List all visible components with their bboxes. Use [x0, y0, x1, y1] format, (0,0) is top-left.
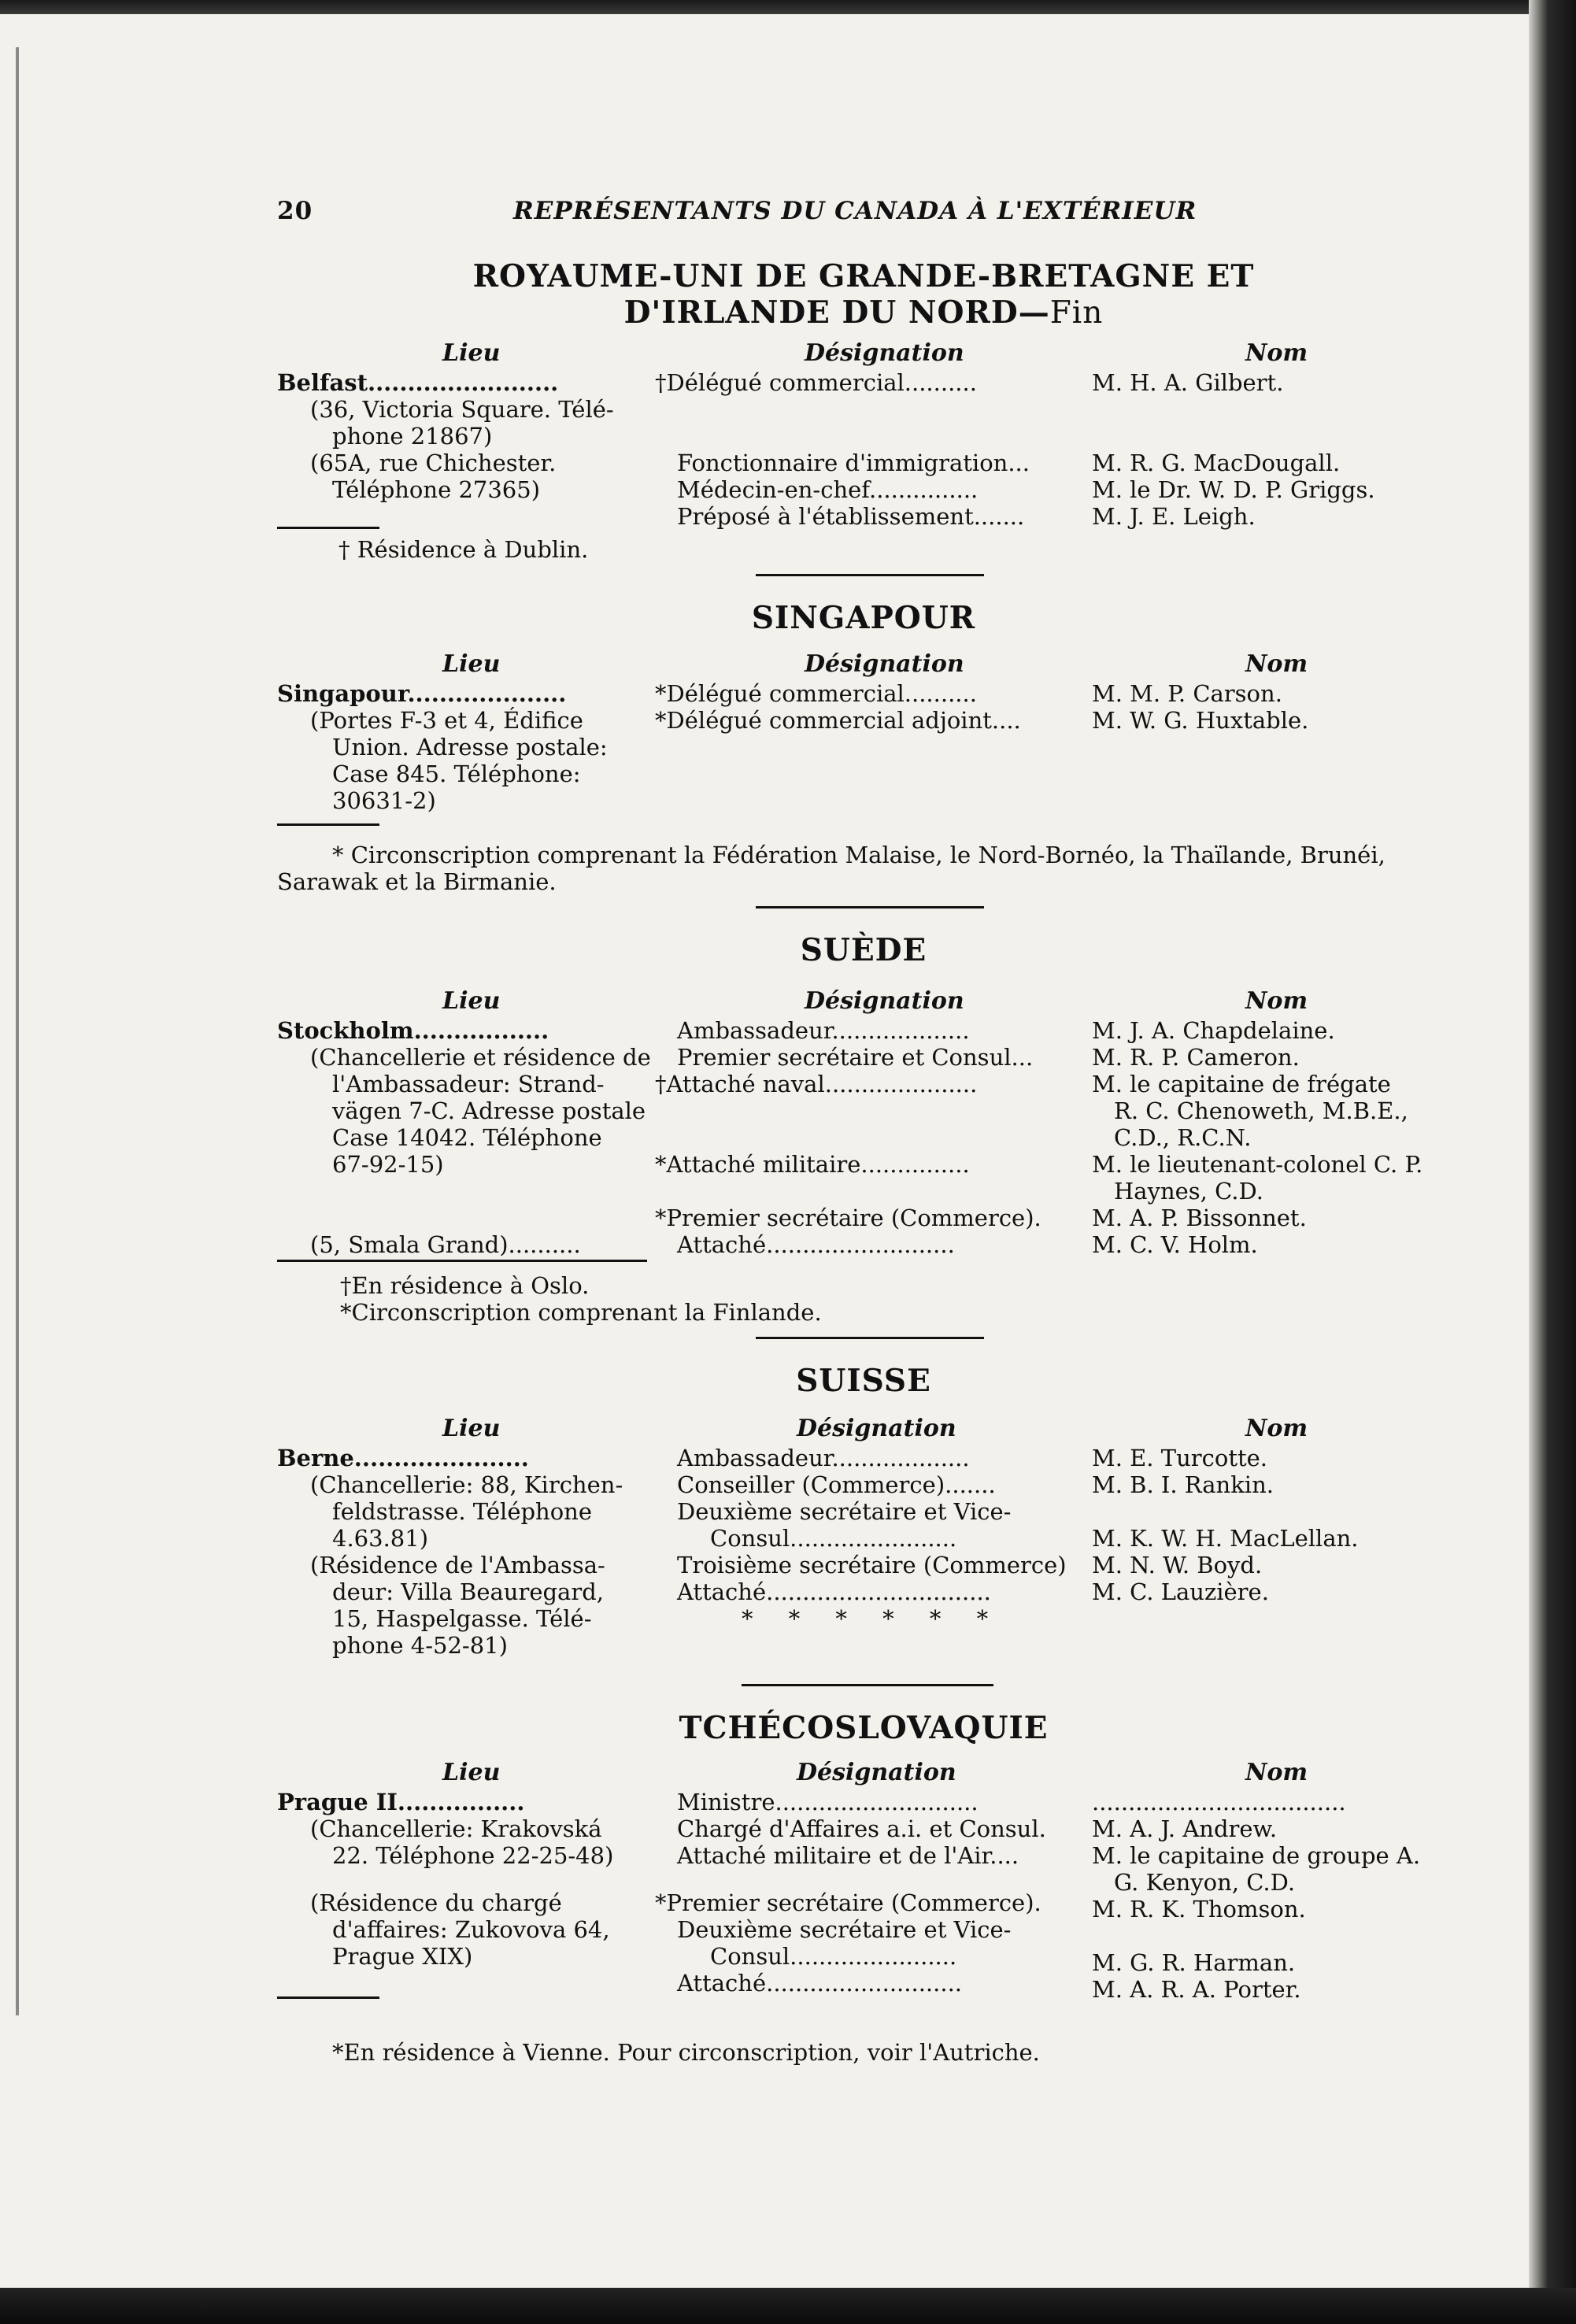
- address-line: deur: Villa Beauregard,: [332, 1578, 604, 1605]
- nom-column: [1092, 369, 1501, 530]
- nom-entry: M. N. W. Boyd.: [1092, 1552, 1263, 1578]
- footnote-line: Sarawak et la Birmanie.: [277, 868, 557, 895]
- address-line: phone 4-52-81): [332, 1632, 508, 1659]
- designation-entry: Attaché..........................: [677, 1231, 955, 1258]
- running-title: REPRÉSENTANTS DU CANADA À L'EXTÉRIEUR: [513, 197, 1197, 225]
- designation-entry: Deuxième secrétaire et Vice-: [677, 1498, 1012, 1525]
- header-lieu: Lieu: [442, 1415, 501, 1442]
- scan-border-right: [1529, 0, 1576, 2324]
- nom-entry: M. le capitaine de frégate: [1092, 1071, 1391, 1097]
- designation-entry: Conseiller (Commerce).......: [677, 1471, 996, 1498]
- nom-entry: M. A. P. Bissonnet.: [1092, 1205, 1307, 1231]
- nom-column: [1092, 680, 1501, 734]
- address-line: 67-92-15): [332, 1151, 444, 1178]
- running-head: [277, 189, 1450, 236]
- nom-entry: M. J. E. Leigh.: [1092, 503, 1256, 530]
- nom-entry: Haynes, C.D.: [1114, 1178, 1263, 1205]
- section-title: SUISSE: [796, 1363, 931, 1399]
- designation-entry: Médecin-en-chef...............: [677, 476, 979, 503]
- designation-entry: Préposé à l'établissement.......: [677, 503, 1025, 530]
- address-line: Union. Adresse postale:: [332, 734, 608, 760]
- address-line: 15, Haspelgasse. Télé-: [332, 1605, 592, 1632]
- address-line: (36, Victoria Square. Télé-: [310, 396, 614, 423]
- footnote-rule: [277, 527, 379, 529]
- header-designation: Désignation: [805, 339, 964, 367]
- place-name: Berne......................: [277, 1445, 529, 1471]
- separator-stars: * * * * * *: [742, 1605, 1003, 1632]
- header-nom: Nom: [1245, 650, 1308, 678]
- scan-border-top: [0, 0, 1576, 14]
- header-lieu: Lieu: [442, 987, 501, 1015]
- place-name: Prague II................: [277, 1789, 525, 1815]
- entries-grid: [277, 680, 1450, 842]
- designation-entry: Ambassadeur...................: [677, 1017, 970, 1044]
- address-line: feldstrasse. Téléphone: [332, 1498, 593, 1525]
- nom-entry: M. W. G. Huxtable.: [1092, 707, 1309, 734]
- lieu-column: [277, 369, 647, 535]
- footnote: † Résidence à Dublin.: [339, 536, 589, 563]
- designation-entry: Consul.......................: [710, 1525, 957, 1552]
- header-lieu: Lieu: [442, 1759, 501, 1786]
- nom-entry: M. E. Turcotte.: [1092, 1445, 1268, 1471]
- title-line-1: ROYAUME-UNI DE GRANDE-BRETAGNE ET: [472, 258, 1255, 294]
- entries-grid: [277, 369, 1450, 530]
- nom-column: [1092, 1445, 1501, 1605]
- designation-entry: Attaché...............................: [677, 1578, 991, 1605]
- scan-border-bottom: [0, 2288, 1576, 2324]
- nom-entry: R. C. Chenoweth, M.B.E.,: [1114, 1097, 1408, 1124]
- place-name: Singapour....................: [277, 680, 567, 707]
- address-line: phone 21867): [332, 423, 493, 450]
- place-name: Belfast........................: [277, 369, 559, 396]
- column-headers: [277, 650, 1450, 680]
- page-number: 20: [277, 197, 313, 225]
- section-singapour: [277, 600, 1450, 909]
- footnote-line: * Circonscription comprenant la Fédération Malaise, le Nord-Bornéo, la Thaïlande, Brunéi,: [332, 842, 1385, 868]
- header-lieu: Lieu: [442, 650, 501, 678]
- nom-entry: M. C. Lauzière.: [1092, 1578, 1269, 1605]
- section-title: TCHÉCOSLOVAQUIE: [679, 1710, 1049, 1746]
- section-divider: [756, 906, 984, 909]
- entries-grid: [277, 1445, 1450, 1673]
- footnote: *Circonscription comprenant la Finlande.: [340, 1299, 822, 1326]
- header-nom: Nom: [1245, 339, 1308, 367]
- designation-entry: Fonctionnaire d'immigration...: [677, 450, 1030, 476]
- designation-entry: †Attaché naval.....................: [655, 1071, 978, 1097]
- address-line: Prague XIX): [332, 1943, 473, 1970]
- nom-entry: M. C. V. Holm.: [1092, 1231, 1258, 1258]
- address-line: d'affaires: Zukovova 64,: [332, 1916, 610, 1943]
- lieu-column: [277, 1789, 647, 2005]
- entries-grid: [277, 1017, 1450, 1261]
- designation-entry: Troisième secrétaire (Commerce): [677, 1552, 1067, 1578]
- section-title: SUÈDE: [800, 932, 927, 968]
- nom-entry: ...................................: [1092, 1789, 1346, 1815]
- scan-mark-left: [16, 47, 19, 2015]
- document-page: [277, 189, 1450, 2066]
- designation-entry: *Délégué commercial adjoint....: [655, 707, 1021, 734]
- title-line-2: D'IRLANDE DU NORD—: [623, 294, 1050, 331]
- header-designation: Désignation: [805, 987, 964, 1015]
- address-line: (Portes F-3 et 4, Édifice: [310, 707, 583, 734]
- address-line: Téléphone 27365): [332, 476, 541, 503]
- section-divider: [742, 1684, 993, 1686]
- section-royaume-uni: [277, 258, 1450, 576]
- section-divider: [756, 1337, 984, 1339]
- column-headers: [277, 1415, 1450, 1445]
- designation-entry: Consul.......................: [710, 1943, 957, 1970]
- footnote-rule: [277, 823, 379, 826]
- nom-entry: M. R. K. Thomson.: [1092, 1896, 1306, 1922]
- address-line: (Chancellerie: 88, Kirchen-: [310, 1471, 623, 1498]
- section-title: [277, 258, 1450, 331]
- address-line: (5, Smala Grand)..........: [310, 1231, 581, 1258]
- designation-entry: *Attaché militaire...............: [655, 1151, 970, 1178]
- designation-entry: Ambassadeur...................: [677, 1445, 970, 1471]
- address-line: (Résidence de l'Ambassa-: [310, 1552, 605, 1578]
- nom-entry: M. J. A. Chapdelaine.: [1092, 1017, 1335, 1044]
- address-line: 4.63.81): [332, 1525, 429, 1552]
- section-suede: [277, 932, 1450, 1339]
- address-line: (Chancellerie: Krakovská: [310, 1815, 602, 1842]
- nom-entry: M. le capitaine de groupe A.: [1092, 1842, 1421, 1869]
- nom-entry: M. H. A. Gilbert.: [1092, 369, 1284, 396]
- header-nom: Nom: [1245, 1415, 1308, 1442]
- nom-entry: M. R. G. MacDougall.: [1092, 450, 1341, 476]
- address-line: 22. Téléphone 22-25-48): [332, 1842, 614, 1869]
- designation-entry: Deuxième secrétaire et Vice-: [677, 1916, 1012, 1943]
- place-name: Stockholm.................: [277, 1017, 549, 1044]
- section-title: SINGAPOUR: [751, 600, 976, 636]
- entries-grid: [277, 1789, 1450, 2025]
- header-designation: Désignation: [805, 650, 964, 678]
- designation-entry: *Délégué commercial..........: [655, 680, 977, 707]
- address-line: l'Ambassadeur: Strand-: [332, 1071, 605, 1097]
- lieu-column: [277, 680, 647, 832]
- address-line: 30631-2): [332, 787, 436, 814]
- nom-entry: M. A. R. A. Porter.: [1092, 1976, 1301, 2003]
- header-lieu: Lieu: [442, 339, 501, 367]
- nom-entry: M. K. W. H. MacLellan.: [1092, 1525, 1359, 1552]
- designation-entry: *Premier secrétaire (Commerce).: [655, 1889, 1041, 1916]
- nom-entry: G. Kenyon, C.D.: [1114, 1869, 1296, 1896]
- header-nom: Nom: [1245, 1759, 1308, 1786]
- address-line: (Résidence du chargé: [310, 1889, 562, 1916]
- header-designation: Désignation: [797, 1415, 956, 1442]
- address-line: (Chancellerie et résidence de: [310, 1044, 651, 1071]
- lieu-column: [277, 1017, 651, 1262]
- designation-entry: Attaché militaire et de l'Air....: [677, 1842, 1019, 1869]
- footnote-rule: [277, 1260, 647, 1262]
- footnote: [277, 842, 1450, 895]
- address-line: vägen 7-C. Adresse postale: [332, 1097, 646, 1124]
- address-line: Case 14042. Téléphone: [332, 1124, 602, 1151]
- footnote: *En résidence à Vienne. Pour circonscription, voir l'Autriche.: [332, 2039, 1040, 2066]
- designation-entry: †Délégué commercial..........: [655, 369, 977, 396]
- address-line: (65A, rue Chichester.: [310, 450, 557, 476]
- section-divider: [756, 574, 984, 576]
- column-headers: [277, 987, 1450, 1017]
- designation-entry: Premier secrétaire et Consul...: [677, 1044, 1034, 1071]
- nom-entry: M. G. R. Harman.: [1092, 1949, 1296, 1976]
- header-nom: Nom: [1245, 987, 1308, 1015]
- title-fin: Fin: [1049, 295, 1104, 331]
- designation-entry: Chargé d'Affaires a.i. et Consul.: [677, 1815, 1046, 1842]
- footnote: †En résidence à Oslo.: [340, 1272, 590, 1299]
- nom-entry: M. le lieutenant-colonel C. P.: [1092, 1151, 1423, 1178]
- nom-entry: M. R. P. Cameron.: [1092, 1044, 1300, 1071]
- address-line: Case 845. Téléphone:: [332, 760, 581, 787]
- nom-entry: M. B. I. Rankin.: [1092, 1471, 1274, 1498]
- nom-entry: C.D., R.C.N.: [1114, 1124, 1252, 1151]
- nom-column: [1092, 1017, 1501, 1258]
- column-headers: [277, 339, 1450, 369]
- column-headers: [277, 1759, 1450, 1789]
- section-tchecoslovaquie: [277, 1710, 1450, 2066]
- lieu-column: [277, 1445, 647, 1659]
- nom-column: [1092, 1789, 1501, 2003]
- designation-entry: *Premier secrétaire (Commerce).: [655, 1205, 1041, 1231]
- nom-entry: M. le Dr. W. D. P. Griggs.: [1092, 476, 1375, 503]
- header-designation: Désignation: [797, 1759, 956, 1786]
- section-suisse: [277, 1363, 1450, 1686]
- designation-entry: Attaché...........................: [677, 1970, 963, 1996]
- nom-entry: M. M. P. Carson.: [1092, 680, 1282, 707]
- nom-entry: M. A. J. Andrew.: [1092, 1815, 1278, 1842]
- designation-entry: Ministre............................: [677, 1789, 979, 1815]
- footnote-rule: [277, 1996, 379, 1999]
